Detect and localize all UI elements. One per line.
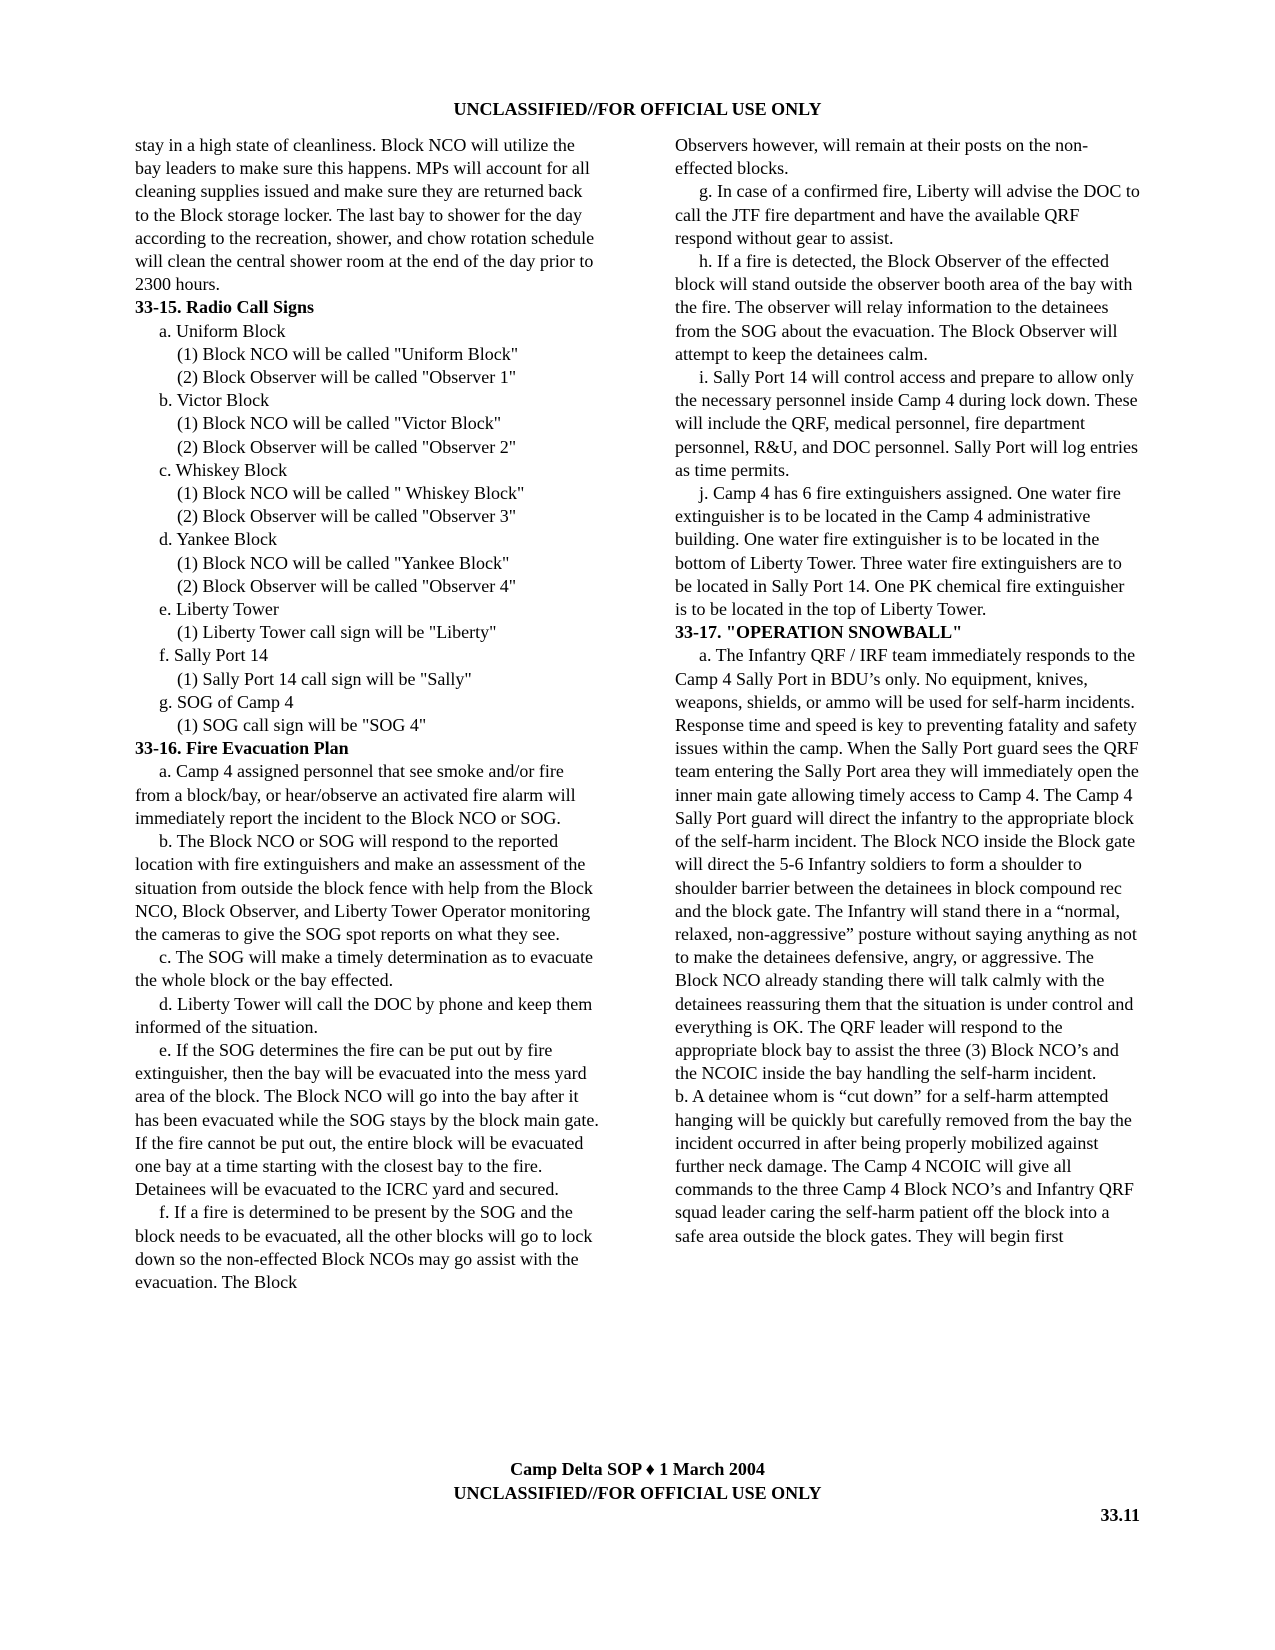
paragraph: (1) Block NCO will be called "Yankee Block"	[177, 552, 510, 573]
left-column	[135, 134, 600, 1294]
footer-classification: UNCLASSIFIED//FOR OFFICIAL USE ONLY	[453, 1483, 822, 1503]
paragraph: a. The Infantry QRF / IRF team immediately responds to the Camp 4 Sally Port in BDU’s only. No equipment, knives, weapons, shields, or ammo will be used for self-harm incidents. Response time and speed is key to preventing fatality and safety issues within the camp. When the Sally Port guard sees the QRF team entering the Sally Port area they will immediately open the inner main gate allowing timely access to Camp 4. The Camp 4 Sally Port guard will direct the infantry to the appropriate block of the self-harm incident. The Block NCO inside the Block gate will direct the 5-6 Infantry soldiers to form a shoulder to shoulder barrier between the detainees in block compound rec and the block gate. The Infantry will stand there in a “normal, relaxed, non-aggressive” posture without saying anything as not to make the detainees defensive, angry, or aggressive. The Block NCO already standing there will talk calmly with the detainees reassuring them that the situation is under control and everything is OK. The QRF leader will respond to the appropriate block bay to assist the three (3) Block NCO’s and the NCOIC inside the bay handling the self-harm incident.	[675, 645, 1139, 1084]
paragraph: h. If a fire is detected, the Block Observer of the effected block will stand outside the observer booth area of the bay with the fire. The observer will relay information to the detainees from the SOG about the evacuation. The Block Observer will attempt to keep the detainees calm.	[675, 251, 1133, 364]
classification-header: UNCLASSIFIED//FOR OFFICIAL USE ONLY	[453, 99, 822, 119]
paragraph: (1) Block NCO will be called "Victor Block"	[177, 413, 502, 434]
section-heading: 33-16. Fire Evacuation Plan	[135, 738, 349, 759]
section-heading: 33-17. "OPERATION SNOWBALL"	[675, 622, 963, 643]
paragraph: g. SOG of Camp 4	[159, 691, 294, 712]
paragraph: (2) Block Observer will be called "Observer 2"	[177, 436, 517, 457]
paragraph: Observers however, will remain at their posts on the non-effected blocks.	[675, 135, 1089, 179]
paragraph: e. Liberty Tower	[159, 599, 279, 620]
paragraph: f. If a fire is determined to be present by the SOG and the block needs to be evacuated, all the other blocks will go to lock down so the non-effected Block NCOs may go assist with the evacuation. The Block	[135, 1202, 593, 1292]
paragraph: (1) Sally Port 14 call sign will be "Sally"	[177, 668, 472, 689]
paragraph: c. The SOG will make a timely determination as to evacuate the whole block or the bay effected.	[135, 947, 594, 991]
right-column	[675, 134, 1140, 1248]
paragraph: (2) Block Observer will be called "Observer 3"	[177, 506, 517, 527]
paragraph: a. Camp 4 assigned personnel that see smoke and/or fire from a block/bay, or hear/observe an activated fire alarm will immediately report the incident to the Block NCO or SOG.	[135, 761, 576, 828]
paragraph: b. A detainee whom is “cut down” for a self-harm attempted hanging will be quickly but carefully removed from the bay the incident occurred in after being properly mobilized against further neck damage. The Camp 4 NCOIC will give all commands to the three Camp 4 Block NCO’s and Infantry QRF squad leader caring the self-harm patient off the block into a safe area outside the block gates. They will begin first	[675, 1086, 1134, 1246]
paragraph: (1) SOG call sign will be "SOG 4"	[177, 715, 427, 736]
paragraph: f. Sally Port 14	[159, 645, 269, 666]
paragraph: (1) Block NCO will be called " Whiskey Block"	[177, 483, 525, 504]
paragraph: c. Whiskey Block	[159, 459, 288, 480]
paragraph: (1) Liberty Tower call sign will be "Liberty"	[177, 622, 497, 643]
section-heading: 33-15. Radio Call Signs	[135, 297, 315, 318]
paragraph: j. Camp 4 has 6 fire extinguishers assigned. One water fire extinguisher is to be located in the Camp 4 administrative building. One water fire extinguisher is to be located in the bottom of Liberty Tower. Three water fire extinguishers are to be located in Sally Port 14. One PK chemical fire extinguisher is to be located in the top of Liberty Tower.	[675, 483, 1125, 620]
paragraph: a. Uniform Block	[159, 320, 286, 341]
paragraph: b. The Block NCO or SOG will respond to the reported location with fire extinguishers and make an assessment of the situation from outside the block fence with help from the Block NCO, Block Observer, and Liberty Tower Operator monitoring the cameras to give the SOG spot reports on what they see.	[135, 831, 593, 944]
paragraph: d. Yankee Block	[159, 529, 277, 550]
page-number: 33.11	[1100, 1505, 1140, 1525]
paragraph: (2) Block Observer will be called "Observer 1"	[177, 367, 517, 388]
paragraph: stay in a high state of cleanliness. Block NCO will utilize the bay leaders to make sure this happens. MPs will account for all cleaning supplies issued and make sure they are returned back to the Block storage locker. The last bay to shower for the day according to the recreation, shower, and chow rotation schedule will clean the central shower room at the end of the day prior to 2300 hours.	[135, 135, 595, 295]
paragraph: (2) Block Observer will be called "Observer 4"	[177, 575, 517, 596]
paragraph: g. In case of a confirmed fire, Liberty will advise the DOC to call the JTF fire department and have the available QRF respond without gear to assist.	[675, 181, 1140, 248]
page-footer	[0, 1457, 1275, 1505]
paragraph: e. If the SOG determines the fire can be put out by fire extinguisher, then the bay will be evacuated into the mess yard area of the block. The Block NCO will go into the bay after it has been evacuated while the SOG stays by the block main gate. If the fire cannot be put out, the entire block will be evacuated one bay at a time starting with the closest bay to the fire. Detainees will be evacuated to the ICRC yard and secured.	[135, 1039, 599, 1200]
paragraph: b. Victor Block	[159, 390, 270, 411]
paragraph: d. Liberty Tower will call the DOC by phone and keep them informed of the situation.	[135, 993, 593, 1037]
paragraph: i. Sally Port 14 will control access and prepare to allow only the necessary personnel inside Camp 4 during lock down. These will include the QRF, medical personnel, fire department personnel, R&U, and DOC personnel. Sally Port will log entries as time permits.	[675, 367, 1138, 480]
paragraph: (1) Block NCO will be called "Uniform Block"	[177, 343, 519, 364]
footer-title: Camp Delta SOP ♦ 1 March 2004	[510, 1459, 765, 1479]
